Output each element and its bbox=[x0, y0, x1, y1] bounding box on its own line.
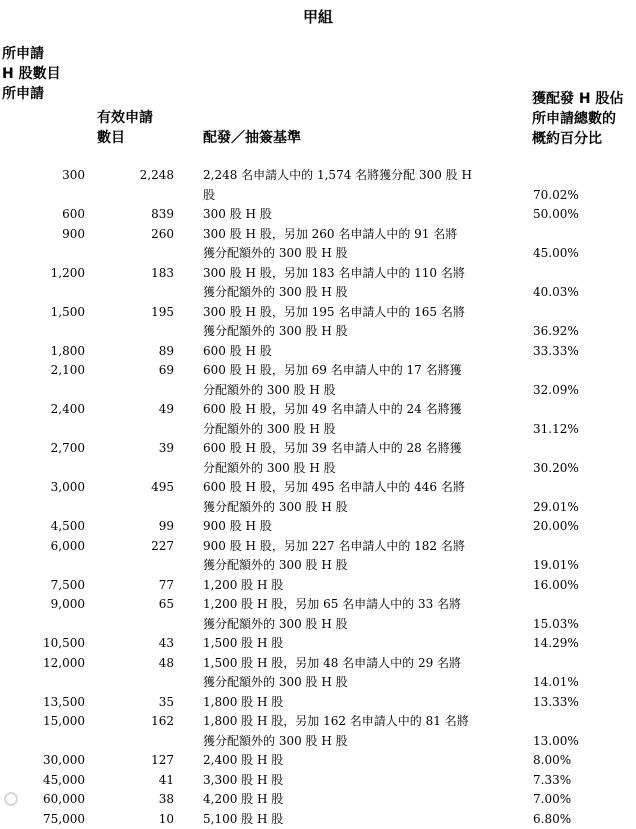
table-row bbox=[0, 205, 636, 225]
basis-line: 300 股 H 股，另加 195 名申請人中的 165 名將 bbox=[203, 303, 503, 323]
basis-line: 分配額外的 300 股 H 股 bbox=[203, 420, 503, 440]
cell-valid-count: 89 bbox=[100, 342, 174, 362]
cell-percentage: 32.09% bbox=[533, 381, 579, 401]
basis-line: 獲分配額外的 300 股 H 股 bbox=[203, 615, 503, 635]
cell-percentage: 29.01% bbox=[533, 498, 579, 518]
table-row bbox=[0, 576, 636, 596]
cell-valid-count: 495 bbox=[100, 478, 174, 498]
cell-applied-shares: 2,400 bbox=[0, 400, 85, 420]
cell-percentage: 14.29% bbox=[533, 634, 579, 654]
basis-line: 2,248 名申請人中的 1,574 名將獲分配 300 股 H bbox=[203, 166, 503, 186]
cell-valid-count: 49 bbox=[100, 400, 174, 420]
cell-applied-shares: 900 bbox=[0, 225, 85, 245]
cell-applied-shares: 2,100 bbox=[0, 361, 85, 381]
watermark bbox=[4, 792, 21, 806]
cell-applied-shares: 6,000 bbox=[0, 537, 85, 557]
table-row bbox=[0, 361, 636, 400]
cell-allocation-basis bbox=[203, 693, 503, 713]
basis-line: 600 股 H 股，另加 49 名申請人中的 24 名將獲 bbox=[203, 400, 503, 420]
cell-allocation-basis bbox=[203, 361, 503, 400]
cell-percentage: 7.00% bbox=[533, 790, 571, 810]
basis-line: 1,800 股 H 股 bbox=[203, 693, 503, 713]
cell-applied-shares: 300 bbox=[0, 166, 85, 186]
cell-applied-shares: 15,000 bbox=[0, 712, 85, 732]
cell-allocation-basis bbox=[203, 595, 503, 634]
cell-percentage: 15.03% bbox=[533, 615, 579, 635]
basis-line: 300 股 H 股，另加 260 名申請人中的 91 名將 bbox=[203, 225, 503, 245]
basis-line: 900 股 H 股，另加 227 名申請人中的 182 名將 bbox=[203, 537, 503, 557]
header-applied-line: 所申請 bbox=[2, 84, 61, 104]
cell-valid-count: 77 bbox=[100, 576, 174, 596]
header-pct-line: 概約百分比 bbox=[532, 129, 623, 149]
cell-valid-count: 38 bbox=[100, 790, 174, 810]
basis-line: 獲分配額外的 300 股 H 股 bbox=[203, 283, 503, 303]
cell-valid-count: 65 bbox=[100, 595, 174, 615]
cell-percentage: 8.00% bbox=[533, 751, 571, 771]
cell-valid-count: 127 bbox=[100, 751, 174, 771]
cell-allocation-basis bbox=[203, 790, 503, 810]
cell-applied-shares: 30,000 bbox=[0, 751, 85, 771]
cell-applied-shares: 1,500 bbox=[0, 303, 85, 323]
table-row bbox=[0, 810, 636, 829]
basis-line: 股 bbox=[203, 186, 503, 206]
cell-valid-count: 99 bbox=[100, 517, 174, 537]
basis-line: 獲分配額外的 300 股 H 股 bbox=[203, 673, 503, 693]
basis-line: 1,200 股 H 股 bbox=[203, 576, 503, 596]
cell-valid-count: 69 bbox=[100, 361, 174, 381]
basis-line: 600 股 H 股，另加 495 名申請人中的 446 名將 bbox=[203, 478, 503, 498]
cell-allocation-basis bbox=[203, 771, 503, 791]
basis-line: 1,500 股 H 股，另加 48 名申請人中的 29 名將 bbox=[203, 654, 503, 674]
table-row bbox=[0, 634, 636, 654]
table-row bbox=[0, 264, 636, 303]
cell-percentage: 19.01% bbox=[533, 556, 579, 576]
header-valid-line: 數目 bbox=[97, 128, 153, 148]
cell-applied-shares: 13,500 bbox=[0, 693, 85, 713]
cell-percentage: 30.20% bbox=[533, 459, 579, 479]
table-row bbox=[0, 790, 636, 810]
cell-applied-shares: 2,700 bbox=[0, 439, 85, 459]
cell-percentage: 40.03% bbox=[533, 283, 579, 303]
cell-valid-count: 48 bbox=[100, 654, 174, 674]
cell-valid-count: 183 bbox=[100, 264, 174, 284]
cell-applied-shares: 60,000 bbox=[0, 790, 85, 810]
cell-allocation-basis bbox=[203, 264, 503, 303]
header-valid-applications bbox=[97, 108, 153, 148]
cell-valid-count: 2,248 bbox=[100, 166, 174, 186]
cell-percentage: 13.33% bbox=[533, 693, 579, 713]
header-pct-line: 所申請總數的 bbox=[532, 109, 623, 129]
cell-valid-count: 39 bbox=[100, 439, 174, 459]
cell-allocation-basis bbox=[203, 342, 503, 362]
cell-valid-count: 227 bbox=[100, 537, 174, 557]
cell-allocation-basis bbox=[203, 810, 503, 829]
cell-allocation-basis bbox=[203, 517, 503, 537]
table-row bbox=[0, 537, 636, 576]
basis-line: 600 股 H 股，另加 69 名申請人中的 17 名將獲 bbox=[203, 361, 503, 381]
cell-applied-shares: 7,500 bbox=[0, 576, 85, 596]
cell-valid-count: 35 bbox=[100, 693, 174, 713]
table-row bbox=[0, 225, 636, 264]
header-applied-line: 所申請 bbox=[2, 44, 61, 64]
header-approx-percentage bbox=[532, 89, 623, 149]
cell-applied-shares: 3,000 bbox=[0, 478, 85, 498]
cell-allocation-basis bbox=[203, 751, 503, 771]
cell-percentage: 36.92% bbox=[533, 322, 579, 342]
cell-applied-shares: 4,500 bbox=[0, 517, 85, 537]
header-allocation-basis: 配發／抽簽基準 bbox=[203, 128, 301, 148]
basis-line: 300 股 H 股，另加 183 名申請人中的 110 名將 bbox=[203, 264, 503, 284]
basis-line: 獲分配額外的 300 股 H 股 bbox=[203, 322, 503, 342]
page-title: 甲組 bbox=[0, 6, 636, 27]
cell-allocation-basis bbox=[203, 439, 503, 478]
header-applied-shares bbox=[2, 44, 61, 104]
cell-percentage: 20.00% bbox=[533, 517, 579, 537]
cell-valid-count: 162 bbox=[100, 712, 174, 732]
basis-line: 900 股 H 股 bbox=[203, 517, 503, 537]
cell-allocation-basis bbox=[203, 537, 503, 576]
cell-percentage: 13.00% bbox=[533, 732, 579, 752]
cell-percentage: 6.80% bbox=[533, 810, 571, 829]
table-row bbox=[0, 517, 636, 537]
cell-percentage: 14.01% bbox=[533, 673, 579, 693]
basis-line: 分配額外的 300 股 H 股 bbox=[203, 381, 503, 401]
cell-allocation-basis bbox=[203, 166, 503, 205]
cell-valid-count: 260 bbox=[100, 225, 174, 245]
cell-percentage: 7.33% bbox=[533, 771, 571, 791]
basis-line: 獲分配額外的 300 股 H 股 bbox=[203, 498, 503, 518]
cell-valid-count: 195 bbox=[100, 303, 174, 323]
cell-applied-shares: 9,000 bbox=[0, 595, 85, 615]
table-row bbox=[0, 342, 636, 362]
cell-applied-shares: 75,000 bbox=[0, 810, 85, 829]
basis-line: 獲分配額外的 300 股 H 股 bbox=[203, 244, 503, 264]
table-row bbox=[0, 751, 636, 771]
basis-line: 600 股 H 股，另加 39 名申請人中的 28 名將獲 bbox=[203, 439, 503, 459]
table-row bbox=[0, 595, 636, 634]
table-row bbox=[0, 478, 636, 517]
cell-applied-shares: 10,500 bbox=[0, 634, 85, 654]
table-row bbox=[0, 693, 636, 713]
basis-line: 600 股 H 股 bbox=[203, 342, 503, 362]
header-applied-line: H 股數目 bbox=[2, 64, 61, 84]
cell-applied-shares: 600 bbox=[0, 205, 85, 225]
cell-valid-count: 41 bbox=[100, 771, 174, 791]
table-row bbox=[0, 166, 636, 205]
basis-line: 獲分配額外的 300 股 H 股 bbox=[203, 556, 503, 576]
basis-line: 4,200 股 H 股 bbox=[203, 790, 503, 810]
basis-line: 1,200 股 H 股，另加 65 名申請人中的 33 名將 bbox=[203, 595, 503, 615]
table-row bbox=[0, 303, 636, 342]
basis-line: 300 股 H 股 bbox=[203, 205, 503, 225]
table-row bbox=[0, 400, 636, 439]
basis-line: 1,500 股 H 股 bbox=[203, 634, 503, 654]
cell-percentage: 33.33% bbox=[533, 342, 579, 362]
basis-line: 3,300 股 H 股 bbox=[203, 771, 503, 791]
cell-allocation-basis bbox=[203, 478, 503, 517]
cell-applied-shares: 45,000 bbox=[0, 771, 85, 791]
header-valid-line: 有效申請 bbox=[97, 108, 153, 128]
table-row bbox=[0, 771, 636, 791]
cell-percentage: 16.00% bbox=[533, 576, 579, 596]
table-row bbox=[0, 439, 636, 478]
cell-applied-shares: 1,200 bbox=[0, 264, 85, 284]
cell-allocation-basis bbox=[203, 400, 503, 439]
basis-line: 獲分配額外的 300 股 H 股 bbox=[203, 732, 503, 752]
cell-allocation-basis bbox=[203, 303, 503, 342]
cell-allocation-basis bbox=[203, 712, 503, 751]
cell-percentage: 45.00% bbox=[533, 244, 579, 264]
cell-valid-count: 839 bbox=[100, 205, 174, 225]
table-row bbox=[0, 712, 636, 751]
cell-allocation-basis bbox=[203, 205, 503, 225]
cell-allocation-basis bbox=[203, 634, 503, 654]
header-pct-line: 獲配發 H 股佔 bbox=[532, 89, 623, 109]
cell-valid-count: 10 bbox=[100, 810, 174, 829]
basis-line: 5,100 股 H 股 bbox=[203, 810, 503, 829]
cell-percentage: 70.02% bbox=[533, 186, 579, 206]
cell-allocation-basis bbox=[203, 576, 503, 596]
watermark-logo-icon bbox=[4, 792, 18, 806]
cell-applied-shares: 12,000 bbox=[0, 654, 85, 674]
basis-line: 1,800 股 H 股，另加 162 名申請人中的 81 名將 bbox=[203, 712, 503, 732]
cell-percentage: 50.00% bbox=[533, 205, 579, 225]
basis-line: 2,400 股 H 股 bbox=[203, 751, 503, 771]
cell-applied-shares: 1,800 bbox=[0, 342, 85, 362]
cell-valid-count: 43 bbox=[100, 634, 174, 654]
allocation-table bbox=[0, 166, 636, 829]
table-row bbox=[0, 654, 636, 693]
cell-percentage: 31.12% bbox=[533, 420, 579, 440]
basis-line: 分配額外的 300 股 H 股 bbox=[203, 459, 503, 479]
cell-allocation-basis bbox=[203, 654, 503, 693]
cell-allocation-basis bbox=[203, 225, 503, 264]
